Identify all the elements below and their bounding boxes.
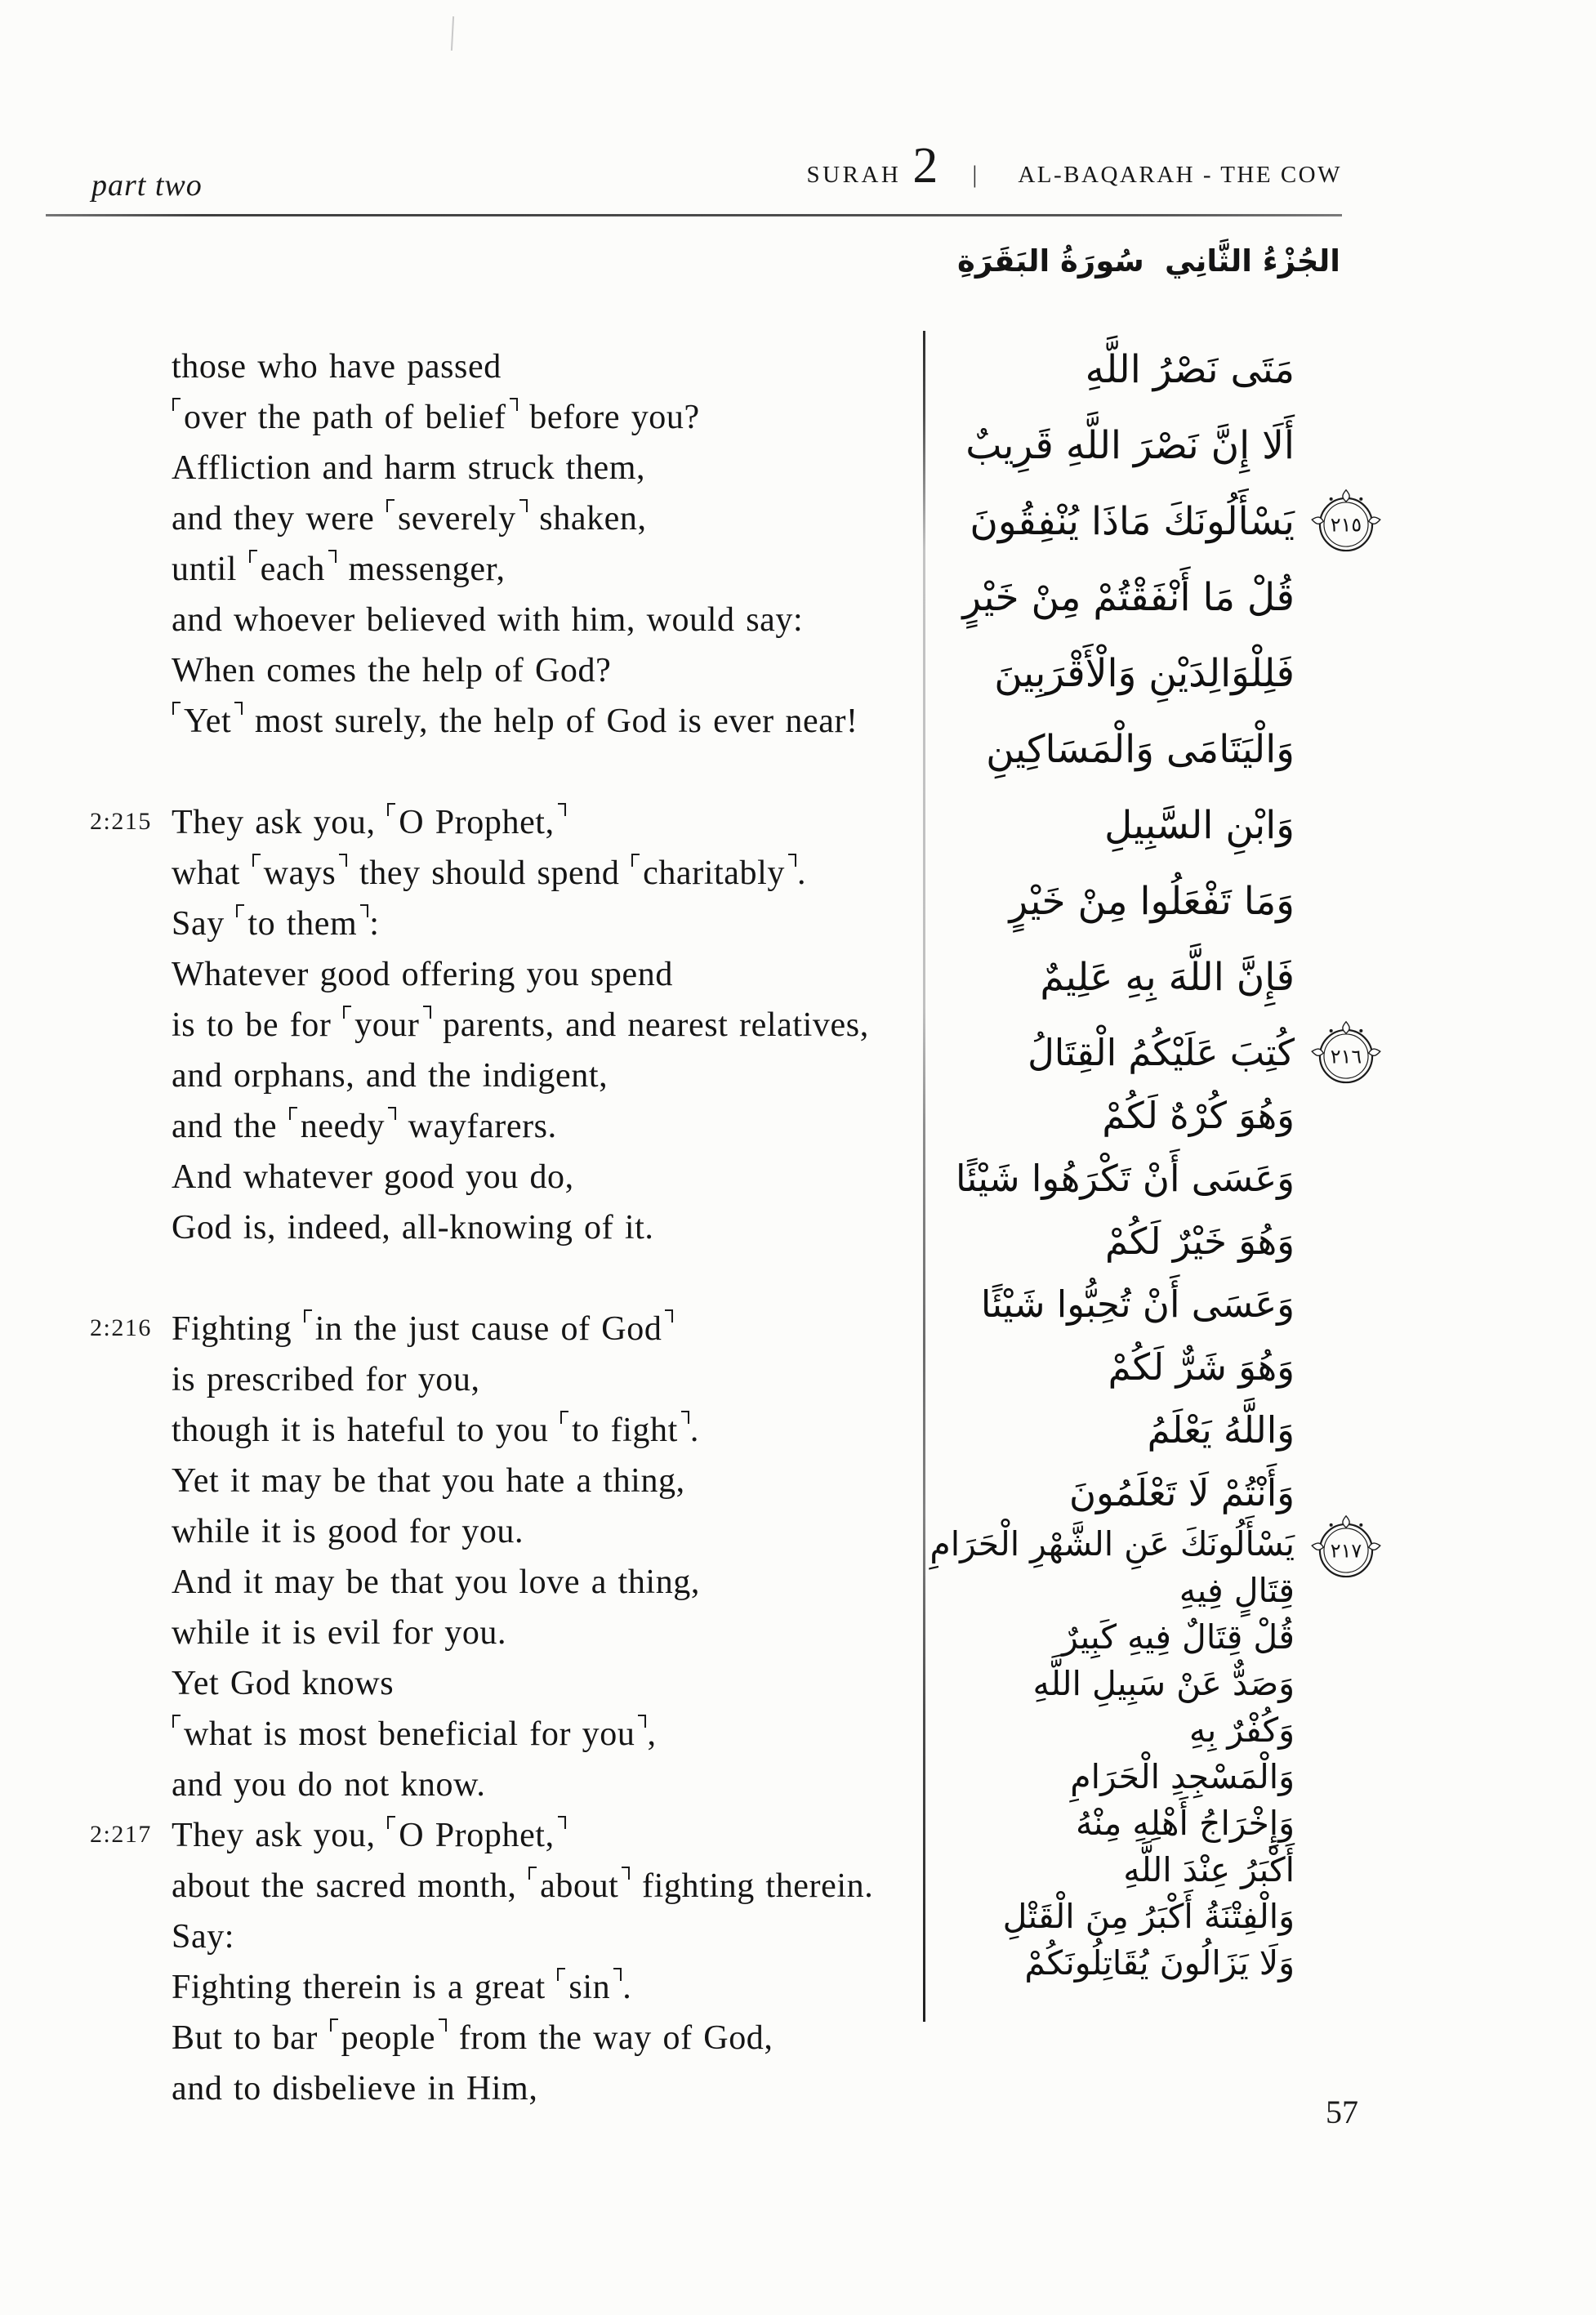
close-half-bracket-icon <box>234 702 243 715</box>
open-half-bracket-icon <box>557 1968 565 1981</box>
english-verse-line: over the path of belief before you? <box>172 398 700 437</box>
arabic-verse-line: فَلِلْوَالِدَيْنِ وَالْأَقْرَبِينَ <box>994 651 1295 696</box>
arabic-verse-line: وَابْنِ السَّبِيلِ <box>1104 803 1295 848</box>
open-half-bracket-icon <box>172 1715 181 1728</box>
arabic-verse-line: فَإِنَّ اللَّهَ بِهِ عَلِيمٌ <box>1040 955 1295 1000</box>
english-verse-line: those who have passed <box>172 348 502 386</box>
surah-heading <box>807 137 1342 195</box>
english-verse-line: is to be for your parents, and nearest relatives, <box>172 1006 869 1044</box>
english-verse-line: though it is hateful to you to fight . <box>172 1412 700 1449</box>
close-half-bracket-icon <box>558 803 566 816</box>
svg-text:٢١٧: ٢١٧ <box>1330 1539 1362 1563</box>
close-half-bracket-icon <box>388 1107 396 1120</box>
english-verse-line: But to bar people from the way of God, <box>172 2019 773 2057</box>
open-half-bracket-icon <box>560 1411 568 1424</box>
english-verse-line: When comes the help of God? <box>172 652 612 689</box>
open-half-bracket-icon <box>249 550 257 563</box>
english-verse-line: Say to them : <box>172 905 380 943</box>
arabic-verse-line: يَسْأَلُونَكَ مَاذَا يُنْفِقُونَ <box>970 499 1295 544</box>
surah-name: AL-BAQARAH - THE COW <box>1018 162 1342 188</box>
english-verse-line: Yet God knows <box>172 1665 395 1702</box>
part-label: part two <box>91 168 203 203</box>
open-half-bracket-icon <box>304 1309 312 1323</box>
close-half-bracket-icon <box>360 904 368 917</box>
header-rule <box>46 214 1342 216</box>
english-verse-line: They ask you, O Prophet, <box>172 803 567 842</box>
english-verse-line: and the needy wayfarers. <box>172 1108 557 1145</box>
arabic-verse-line: وَالْفِتْنَةُ أَكْبَرُ مِنَ الْقَتْلِ <box>1002 1897 1295 1936</box>
verse-medallion-ornament <box>1310 488 1382 560</box>
arabic-verse-line: وَهُوَ شَرٌّ لَكُمْ <box>1108 1345 1295 1389</box>
close-half-bracket-icon <box>622 1867 630 1880</box>
english-verse-line: and orphans, and the indigent, <box>172 1057 609 1095</box>
arabic-verse-line: وَصَدٌّ عَنْ سَبِيلِ اللَّهِ <box>1032 1664 1295 1703</box>
arabic-juz-title: الجُزْءُ الثَّانِي <box>1165 243 1340 279</box>
svg-text:٢١٦: ٢١٦ <box>1330 1045 1362 1068</box>
open-half-bracket-icon <box>631 854 640 867</box>
arabic-verse-line: وَأَنْتُمْ لَا تَعْلَمُونَ <box>1069 1471 1295 1514</box>
verse-medallion-ornament <box>1310 1020 1382 1092</box>
close-half-bracket-icon <box>423 1006 431 1019</box>
english-verse-line: They ask you, O Prophet, <box>172 1816 567 1855</box>
svg-text:٢١٥: ٢١٥ <box>1330 513 1362 537</box>
arabic-verse-line: وَعَسَى أَنْ تُحِبُّوا شَيْئًا <box>980 1282 1295 1326</box>
arabic-verse-line: وَلَا يَزَالُونَ يُقَاتِلُونَكُمْ <box>1024 1943 1295 1983</box>
open-half-bracket-icon <box>289 1107 297 1120</box>
arabic-verse-line: أَلَا إِنَّ نَصْرَ اللَّهِ قَرِيبٌ <box>965 423 1295 468</box>
english-verse-line: Yet most surely, the help of God is ever near! <box>172 702 858 741</box>
close-half-bracket-icon <box>439 2018 447 2032</box>
open-half-bracket-icon <box>343 1006 351 1019</box>
open-half-bracket-icon <box>386 499 395 512</box>
arabic-verse-line: كُتِبَ عَلَيْكُمُ الْقِتَالُ <box>1028 1031 1295 1074</box>
verse-marker-medallion <box>1310 1020 1382 1092</box>
english-verse-line: what ways they should spend charitably . <box>172 854 807 892</box>
verse-reference: 2:215 <box>90 808 152 835</box>
english-verse-line: until each messenger, <box>172 551 506 588</box>
close-half-bracket-icon <box>788 854 796 867</box>
arabic-surah-title: سُورَةُ البَقَرَةِ <box>957 243 1144 279</box>
english-verse-line: Affliction and harm struck them, <box>172 449 646 487</box>
open-half-bracket-icon <box>172 702 181 715</box>
column-divider-rule <box>923 331 925 2022</box>
english-verse-line: and they were severely shaken, <box>172 500 647 537</box>
verse-reference: 2:217 <box>90 1821 152 1848</box>
arabic-verse-line: وَالْمَسْجِدِ الْحَرَامِ <box>1070 1757 1295 1796</box>
verse-medallion-ornament <box>1310 1514 1382 1586</box>
english-verse-line: about the sacred month, about fighting therein. <box>172 1867 874 1905</box>
english-verse-line: Fighting in the just cause of God <box>172 1309 674 1349</box>
verse-marker-medallion <box>1310 1514 1382 1586</box>
arabic-verse-line: أَكْبَرُ عِنْدَ اللَّهِ <box>1123 1850 1295 1889</box>
arabic-verse-line: وَالْيَتَامَى وَالْمَسَاكِينِ <box>986 727 1295 772</box>
arabic-verse-line: وَعَسَى أَنْ تَكْرَهُوا شَيْئًا <box>956 1157 1295 1200</box>
english-verse-line: Fighting therein is a great sin . <box>172 1969 632 2006</box>
close-half-bracket-icon <box>328 550 337 563</box>
verse-reference: 2:216 <box>90 1314 152 1341</box>
english-verse-line: Yet it may be that you hate a thing, <box>172 1462 685 1500</box>
arabic-verse-line: مَتَى نَصْرُ اللَّهِ <box>1085 347 1295 392</box>
open-half-bracket-icon <box>528 1867 537 1880</box>
english-verse-line: Whatever good offering you spend <box>172 956 673 993</box>
english-verse-line: and whoever believed with him, would say: <box>172 601 804 639</box>
english-verse-line: God is, indeed, all-knowing of it. <box>172 1209 654 1247</box>
arabic-verse-line: وَهُوَ خَيْرٌ لَكُمْ <box>1104 1220 1295 1263</box>
scan-artifact-mark <box>451 16 454 51</box>
english-verse-line: is prescribed for you, <box>172 1361 480 1398</box>
surah-word: SURAH <box>806 162 902 188</box>
surah-number: 2 <box>912 138 938 194</box>
open-half-bracket-icon <box>172 398 181 411</box>
page-number: 57 <box>1326 2094 1358 2130</box>
close-half-bracket-icon <box>613 1968 622 1981</box>
open-half-bracket-icon <box>236 904 244 917</box>
close-half-bracket-icon <box>665 1309 673 1323</box>
open-half-bracket-icon <box>387 1816 395 1829</box>
arabic-verse-line: وَهُوَ كُرْهٌ لَكُمْ <box>1102 1094 1295 1137</box>
close-half-bracket-icon <box>558 1816 566 1829</box>
arabic-verse-line: وَمَا تَفْعَلُوا مِنْ خَيْرٍ <box>1009 879 1295 924</box>
english-verse-line: what is most beneficial for you , <box>172 1715 657 1754</box>
close-half-bracket-icon <box>519 499 528 512</box>
open-half-bracket-icon <box>252 854 261 867</box>
header-separator-bar: | <box>972 161 978 188</box>
english-verse-line: Say: <box>172 1918 235 1956</box>
english-verse-line: And it may be that you love a thing, <box>172 1563 700 1601</box>
arabic-verse-line: يَسْأَلُونَكَ عَنِ الشَّهْرِ الْحَرَامِ <box>930 1524 1295 1563</box>
english-verse-line: and to disbelieve in Him, <box>172 2070 538 2108</box>
arabic-verse-line: قِتَالٍ فِيهِ <box>1179 1571 1295 1610</box>
close-half-bracket-icon <box>681 1411 689 1424</box>
arabic-verse-line: قُلْ مَا أَنْفَقْتُمْ مِنْ خَيْرٍ <box>962 575 1295 620</box>
english-verse-line: and you do not know. <box>172 1766 486 1804</box>
arabic-verse-line: وَاللَّهُ يَعْلَمُ <box>1147 1408 1295 1452</box>
arabic-verse-line: وَإِخْرَاجُ أَهْلِهِ مِنْهُ <box>1076 1804 1295 1843</box>
english-verse-line: while it is good for you. <box>172 1513 524 1550</box>
open-half-bracket-icon <box>387 803 395 816</box>
verse-marker-medallion <box>1310 488 1382 560</box>
english-verse-line: while it is evil for you. <box>172 1614 507 1652</box>
arabic-verse-line: وَكُفْرٌ بِهِ <box>1188 1711 1295 1750</box>
close-half-bracket-icon <box>339 854 347 867</box>
close-half-bracket-icon <box>638 1715 646 1728</box>
open-half-bracket-icon <box>330 2018 338 2032</box>
close-half-bracket-icon <box>510 398 518 411</box>
arabic-verse-line: قُلْ قِتَالٌ فِيهِ كَبِيرٌ <box>1062 1617 1295 1657</box>
english-verse-line: And whatever good you do, <box>172 1158 574 1196</box>
